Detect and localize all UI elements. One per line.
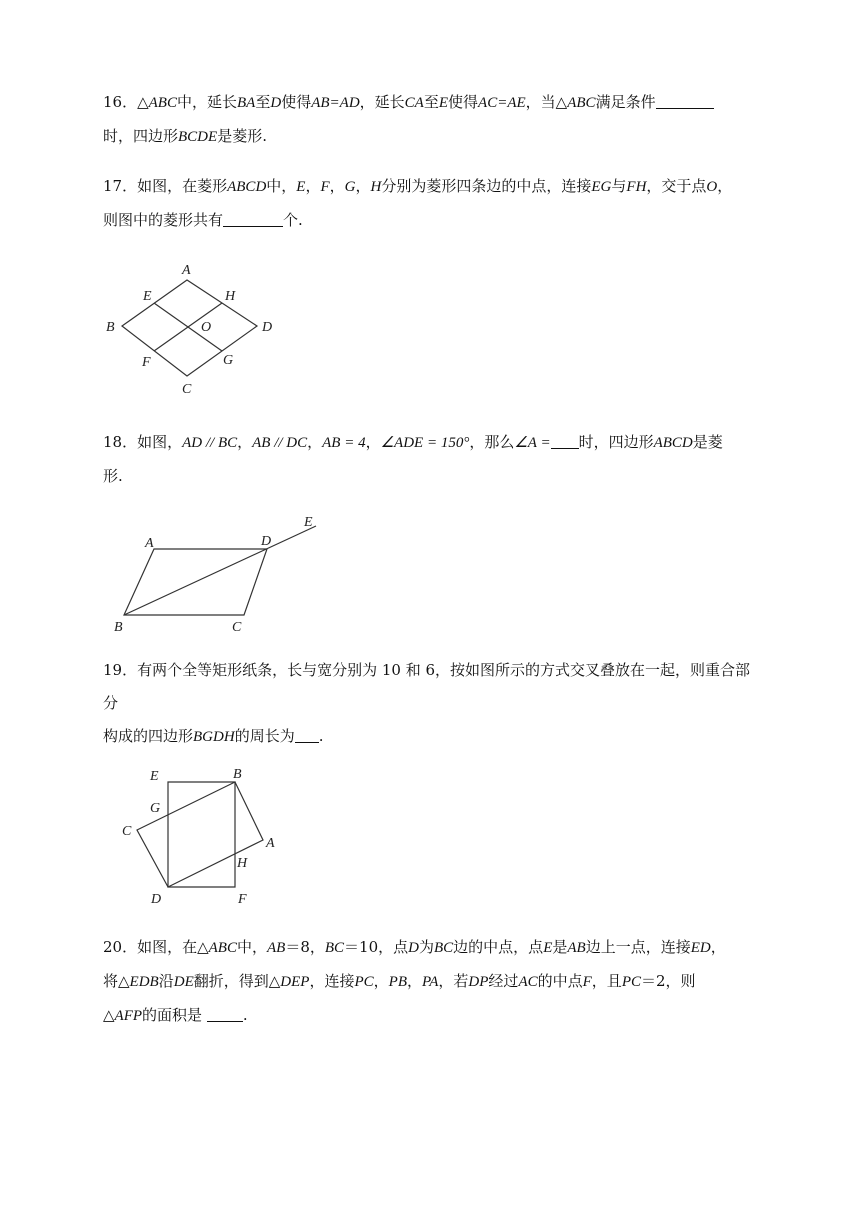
- question-17: [103, 170, 763, 237]
- label-f: F: [142, 355, 151, 370]
- q20-line-3: △AFP的面积是 .: [103, 1006, 248, 1024]
- label-b: B: [233, 767, 242, 782]
- label-c: C: [182, 382, 192, 397]
- label-d: D: [151, 892, 162, 907]
- q19-line-1: 19．有两个全等矩形纸条，长与宽分别为 10 和 6，按如图所示的方式交叉叠放在一起，则重合部分: [103, 661, 751, 712]
- label-a: A: [266, 836, 275, 851]
- label-h: H: [237, 856, 248, 871]
- answer-blank-18[interactable]: [551, 432, 579, 449]
- label-d: D: [262, 320, 273, 335]
- q18-line-2: 形.: [103, 467, 123, 485]
- question-16: [103, 86, 763, 154]
- answer-blank-17[interactable]: [223, 210, 283, 227]
- label-b: B: [106, 320, 115, 335]
- q19-line-2: 构成的四边形BGDH的周长为 .: [103, 727, 324, 745]
- label-e: E: [150, 769, 159, 784]
- label-g: G: [150, 801, 161, 816]
- label-h: H: [225, 289, 236, 304]
- figure-18-parallelogram: [108, 510, 338, 635]
- question-19: [103, 654, 763, 754]
- q17-line-2: 则图中的菱形共有 个.: [103, 211, 303, 229]
- q20-line-2: 将△EDB沿DE翻折，得到△DEP，连接PC，PB，PA，若DP经过AC的中点F，且PC＝2，则: [103, 972, 696, 990]
- label-d: D: [261, 534, 272, 549]
- label-o: O: [201, 320, 212, 335]
- answer-blank-20[interactable]: [207, 1005, 243, 1022]
- label-c: C: [232, 620, 242, 635]
- q18-line-1: 18．如图，AD // BC，AB // DC，AB = 4，∠ADE = 150°，那么∠A = 时，四边形ABCD是菱: [103, 433, 723, 451]
- label-a: A: [182, 263, 191, 278]
- label-c: C: [122, 824, 132, 839]
- q17-line-1: 17．如图，在菱形ABCD中，E，F，G，H分别为菱形四条边的中点，连接EG与FH，交于点O，: [103, 177, 733, 195]
- q20-line-1: 20．如图，在△ABC中，AB＝8，BC＝10，点D为BC边的中点，点E是AB边上一点，连接ED，: [103, 938, 726, 956]
- label-e: E: [143, 289, 152, 304]
- label-g: G: [223, 353, 234, 368]
- answer-blank-16[interactable]: [656, 92, 714, 109]
- figure-17-rhombus: [100, 258, 290, 398]
- label-a: A: [145, 536, 154, 551]
- question-18: [103, 426, 763, 493]
- q16-line-2: 时，四边形BCDE是菱形.: [103, 127, 267, 145]
- q16-line-1: 16．△ABC中，延长BA至D使得AB=AD，延长CA至E使得AC=AE，当△ABC满足条件: [103, 86, 763, 120]
- question-20: [103, 931, 763, 1033]
- figure-19-rectangles: [115, 760, 290, 910]
- rectangle-tilted: [137, 782, 263, 887]
- label-e: E: [304, 515, 313, 530]
- answer-blank-19[interactable]: [295, 726, 319, 743]
- label-f: F: [238, 892, 247, 907]
- label-b: B: [114, 620, 123, 635]
